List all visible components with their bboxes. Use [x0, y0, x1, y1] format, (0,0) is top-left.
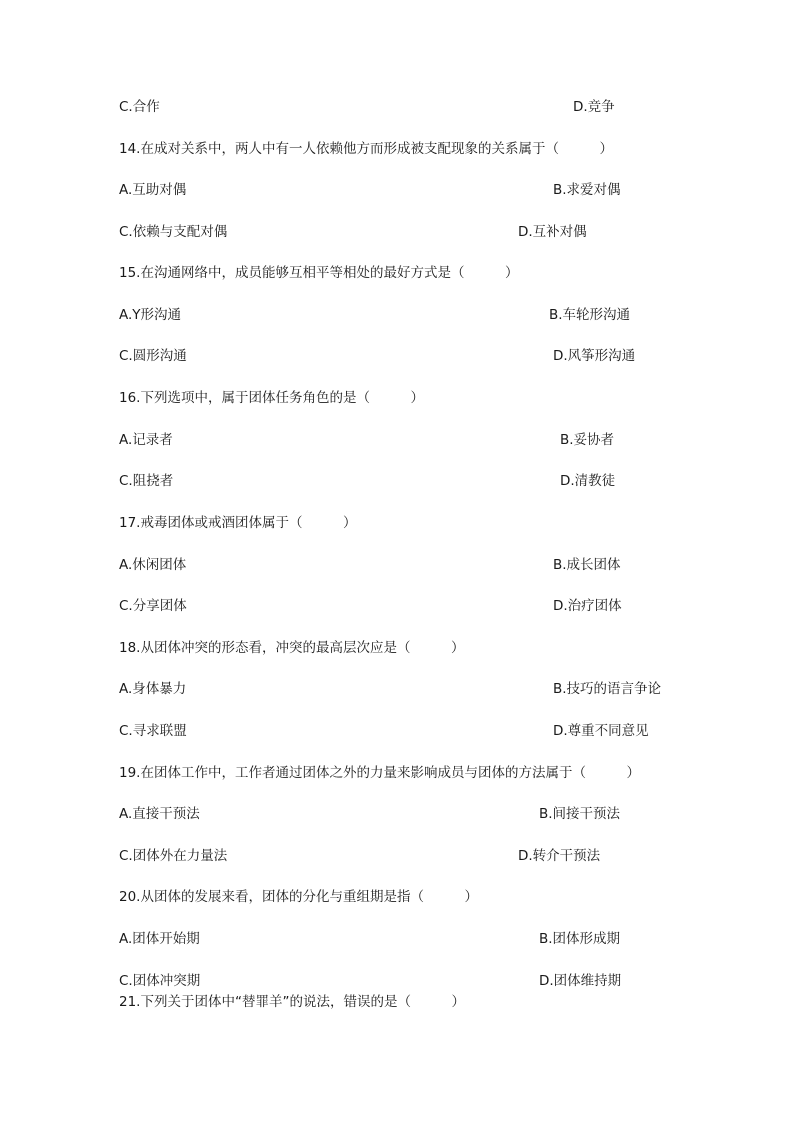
option-c: C.阻挠者 — [119, 473, 174, 489]
option-b: B.成长团体 — [553, 557, 621, 573]
option-c: C.寻求联盟 — [119, 723, 187, 739]
option-b: B.车轮形沟通 — [549, 307, 631, 323]
option-d: D.治疗团体 — [553, 598, 622, 614]
option-a: A.休闲团体 — [119, 557, 187, 573]
question-21: 21.下列关于团体中“替罪羊”的说法，错误的是（ ） — [119, 994, 465, 1010]
question-16: 16.下列选项中，属于团体任务角色的是（ ） — [119, 390, 424, 406]
question-14: 14.在成对关系中，两人中有一人依赖他方而形成被支配现象的关系属于（ ） — [119, 141, 613, 157]
option-c: C.分享团体 — [119, 598, 187, 614]
option-d: D.团体维持期 — [539, 973, 622, 989]
question-15: 15.在沟通网络中，成员能够互相平等相处的最好方式是（ ） — [119, 265, 519, 281]
question-18: 18.从团体冲突的形态看，冲突的最高层次应是（ ） — [119, 640, 465, 656]
option-d: D.竞争 — [573, 99, 615, 115]
option-c: C.团体外在力量法 — [119, 848, 228, 864]
option-a: A.记录者 — [119, 432, 173, 448]
option-b: B.妥协者 — [560, 432, 615, 448]
option-a: A.直接干预法 — [119, 806, 200, 822]
option-c: C.合作 — [119, 99, 160, 115]
question-20: 20.从团体的发展来看，团体的分化与重组期是指（ ） — [119, 889, 478, 905]
option-a: A.互助对偶 — [119, 182, 187, 198]
option-c: C.圆形沟通 — [119, 348, 187, 364]
option-b: B.团体形成期 — [539, 931, 621, 947]
option-d: D.清教徒 — [560, 473, 616, 489]
option-b: B.技巧的语言争论 — [553, 681, 662, 697]
option-a: A.Y形沟通 — [119, 307, 182, 323]
option-a: A.身体暴力 — [119, 681, 187, 697]
option-b: B.求爱对偶 — [553, 182, 621, 198]
option-d: D.风筝形沟通 — [553, 348, 636, 364]
option-d: D.互补对偶 — [518, 224, 587, 240]
question-17: 17.戒毒团体或戒酒团体属于（ ） — [119, 515, 357, 531]
option-c: C.团体冲突期 — [119, 973, 201, 989]
question-19: 19.在团体工作中，工作者通过团体之外的力量来影响成员与团体的方法属于（ ） — [119, 765, 640, 781]
option-c: C.依赖与支配对偶 — [119, 224, 228, 240]
option-d: D.转介干预法 — [518, 848, 601, 864]
option-a: A.团体开始期 — [119, 931, 200, 947]
option-d: D.尊重不同意见 — [553, 723, 649, 739]
option-b: B.间接干预法 — [539, 806, 621, 822]
